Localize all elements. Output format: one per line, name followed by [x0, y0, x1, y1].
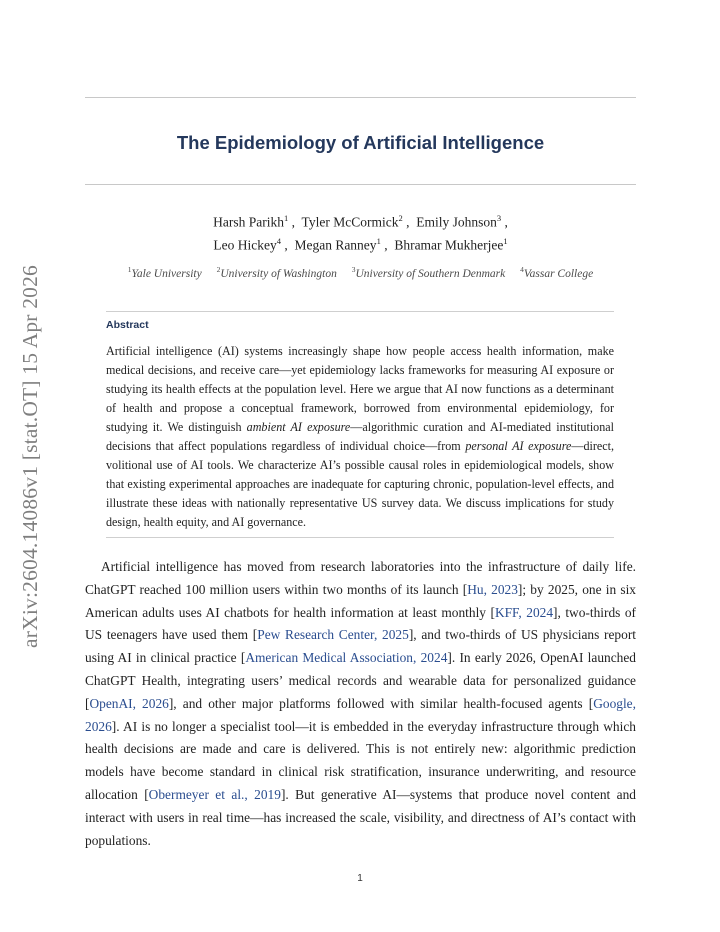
abstract-term: personal AI exposure [465, 439, 572, 453]
body-segment: ], two-thirds of US teenagers have used them [ [85, 604, 637, 643]
author-name: Leo Hickey [213, 237, 277, 253]
citation-link[interactable]: OpenAI, 2026 [89, 695, 169, 711]
body-segment: ]. But generative AI—systems that produce novel content and interact with users in real time—has increased the scale, visibility, and directness of AI’s contact with populations. [85, 786, 637, 848]
author-affil-mark: 1 [376, 236, 381, 246]
affiliation [351, 265, 506, 280]
title-rule [85, 184, 636, 185]
abstract-segment: —direct, volitional use of AI tools. We characterize AI’s possible causal roles in epidemiological models, show that existing experimental approaches are inadequate for capturing chronic, population-level effects, and illustrate these ideas with nationally representative US survey data. We discuss implications for study design, health equity, and AI governance. [106, 439, 615, 529]
affiliation [520, 265, 594, 280]
affiliation [216, 265, 337, 280]
author-name: Bhramar Mukherjee [394, 237, 504, 253]
affil-name: Vassar College [523, 267, 594, 280]
page-number: 1 [357, 873, 363, 884]
body-segment: ], and two-thirds of US physicians report using AI in clinical practice [ [85, 627, 637, 666]
authors-line-2: Leo Hickey$^4$ , Megan Ranney$^1$ , Bhramar Mukherjee$^1$ [213, 236, 508, 253]
citation-link[interactable]: KFF, 2024 [494, 604, 554, 620]
author-name: Emily Johnson [416, 214, 497, 230]
top-rule [85, 97, 636, 98]
author-affil-mark: 4 [276, 236, 281, 246]
abstract-bottom-rule [106, 537, 614, 538]
citation-link[interactable]: Pew Research Center, 2025 [257, 627, 409, 643]
citation-link[interactable]: Hu, 2023 [467, 581, 518, 597]
body-segment: ]. In early 2026, OpenAI launched ChatGPT Health, integrating users’ medical records and wearable data for personalized guidance [ [85, 650, 637, 711]
author-affil-mark: 1 [503, 236, 508, 246]
body-segment: ], and other major platforms followed with similar health-focused agents [ [168, 695, 594, 711]
paper-title: The Epidemiology of Artificial Intelligence [176, 132, 545, 153]
abstract-text [106, 342, 614, 532]
affil-mark: 4 [520, 265, 524, 274]
abstract-term: ambient AI exposure [246, 420, 351, 434]
citation-link[interactable]: Google, 2026 [85, 695, 636, 734]
abstract-segment: —algorithmic curation and AI-mediated institutional decisions that affect populations regardless of individual choice—from [106, 420, 615, 453]
author-name: Harsh Parikh [213, 214, 285, 230]
author-name: Megan Ranney [294, 237, 377, 253]
citation-link[interactable]: American Medical Association, 2024 [245, 650, 448, 666]
affiliations [85, 265, 636, 280]
author-name: Tyler McCormick [301, 214, 399, 230]
author-affil-mark: 1 [284, 213, 289, 223]
authors-line-1: Harsh Parikh$^1$ , Tyler McCormick$^2$ , Emily Johnson$^3$ , [213, 213, 508, 230]
affil-mark: 2 [216, 265, 221, 274]
affil-mark: 3 [351, 265, 356, 274]
affiliation [127, 265, 202, 280]
affil-name: University of Southern Denmark [355, 267, 506, 280]
affil-mark: 1 [127, 265, 132, 274]
body-segment: ]. AI is no longer a specialist tool—it is embedded in the everyday infrastructure through which health decisions are made and care is delivered. This is not entirely new: algorithmic prediction models have become standard in clinical risk stratification, insurance underwriting, and resource allocation [ [85, 718, 636, 802]
arxiv-identifier: arXiv:2604.14086v1 [stat.OT] 15 Apr 2026 [18, 264, 42, 648]
affil-name: University of Washington [220, 267, 337, 280]
author-affil-mark: 3 [496, 213, 502, 223]
abstract-top-rule [106, 311, 614, 312]
abstract-heading: Abstract [106, 319, 149, 331]
abstract-segment: Artificial intelligence (AI) systems increasingly shape how people access health information, make medical decisions, and receive care—yet epidemiology lacks frameworks for measuring AI exposure or studying its health effects at the population level. Here we argue that AI now functions as a determinant of health and propose a conceptual framework, borrowed from environmental epidemiology, for studying it. We distinguish [106, 344, 614, 434]
affil-name: Yale University [131, 267, 202, 280]
body-segment: Artificial intelligence has moved from research laboratories into the infrastructure of daily life. ChatGPT reached 100 million users within two months of its launch [ [85, 559, 636, 597]
body-paragraph [85, 556, 636, 852]
author-affil-mark: 2 [398, 213, 403, 223]
citation-link[interactable]: Obermeyer et al., 2019 [148, 786, 281, 802]
body-segment: ]; by 2025, one in six American adults uses AI chatbots for health information at least monthly [ [85, 581, 636, 620]
